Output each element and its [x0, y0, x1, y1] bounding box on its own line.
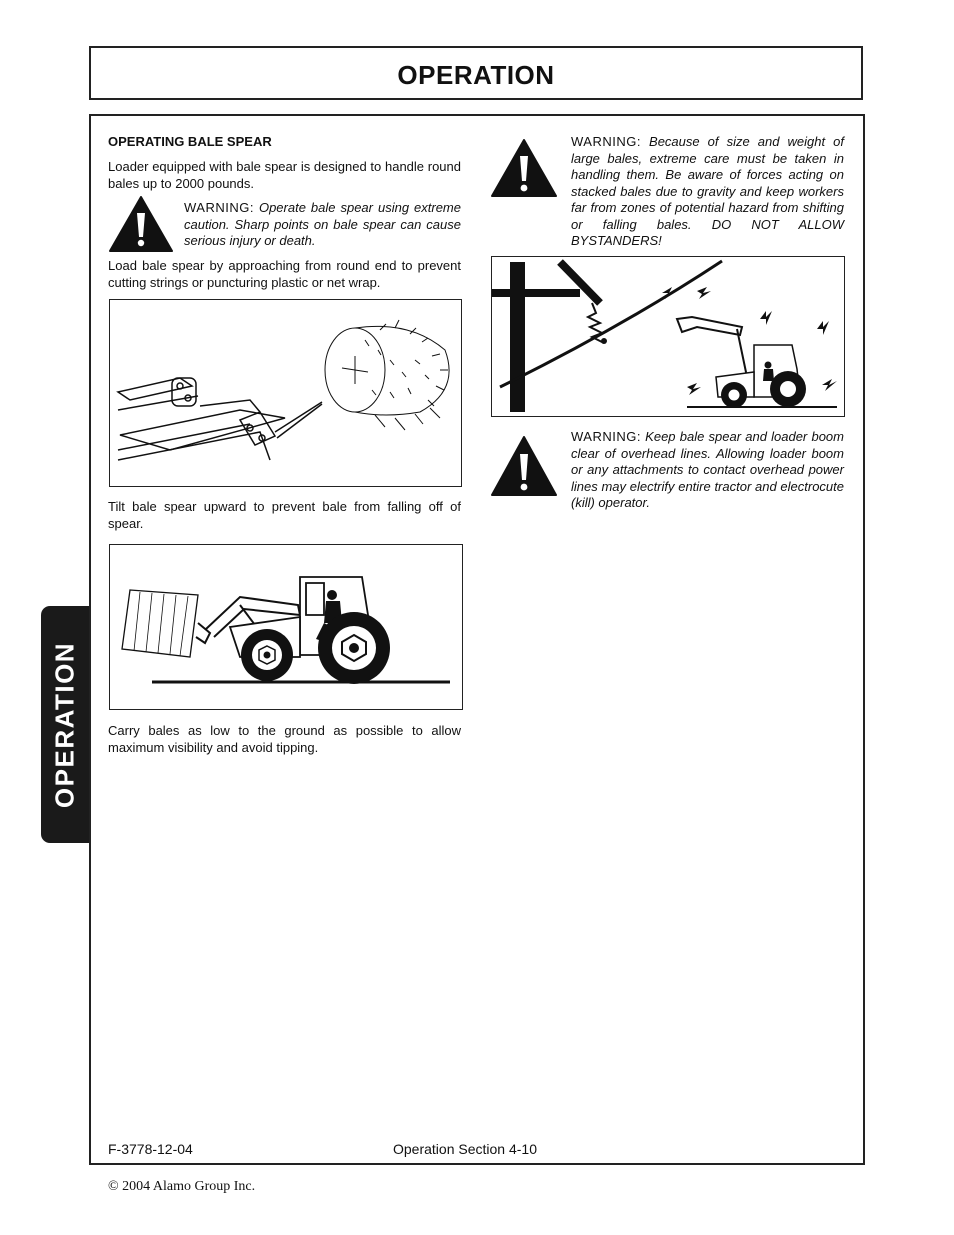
- section-page-number: Operation Section 4-10: [393, 1141, 537, 1157]
- bale-spear-illustration: [110, 300, 460, 485]
- warning-triangle-icon: [490, 138, 558, 198]
- side-tab-label: OPERATION: [49, 641, 80, 808]
- warning-1-block: [184, 200, 461, 250]
- warning-1-label: WARNING:: [184, 200, 254, 215]
- warning-3-text: Keep bale spear and loader boom clear of overhead lines. Allowing loader boom or any attachments to contact overhead power lines may electrify entire tractor and electrocute (kill) operator.: [571, 429, 844, 510]
- warning-1-text: Operate bale spear using extreme caution. Sharp points on bale spear can cause serious injury or death.: [184, 200, 461, 248]
- page-title: OPERATION: [397, 60, 555, 90]
- intro-paragraph: Loader equipped with bale spear is designed to handle round bales up to 2000 pounds.: [108, 159, 461, 191]
- figure-tractor-carrying-bale: [109, 544, 463, 710]
- warning-2-text: Because of size and weight of large bales, extreme care must be taken in handling them. Be aware of forces acting on stacked bales due to gravity and keep workers far from zones of potential hazard from shifting or falling bales. DO NOT ALLOW BYSTANDERS!: [571, 134, 844, 248]
- section-heading: OPERATING BALE SPEAR: [108, 134, 272, 149]
- warning-3-block: [571, 429, 844, 512]
- warning-triangle-icon: [490, 435, 558, 497]
- load-paragraph: Load bale spear by approaching from round end to prevent cutting strings or puncturing plastic or net wrap.: [108, 258, 461, 290]
- section-side-tab: [41, 606, 89, 843]
- doc-number: F-3778-12-04: [108, 1141, 193, 1157]
- warning-triangle-icon: [108, 195, 174, 253]
- carry-paragraph: Carry bales as low to the ground as possible to allow maximum visibility and avoid tipping.: [108, 723, 461, 755]
- warning-3-label: WARNING:: [571, 429, 641, 444]
- figure-power-line-hazard: [491, 256, 845, 417]
- figure-bale-spear-approach: [109, 299, 462, 487]
- page-header: [89, 46, 863, 100]
- warning-2-block: [571, 134, 844, 250]
- power-line-illustration: [492, 257, 843, 415]
- copyright-notice: © 2004 Alamo Group Inc.: [108, 1179, 256, 1194]
- tractor-bale-illustration: [110, 545, 461, 708]
- warning-2-label: WARNING:: [571, 134, 641, 149]
- tilt-paragraph: Tilt bale spear upward to prevent bale from falling off of spear.: [108, 499, 461, 531]
